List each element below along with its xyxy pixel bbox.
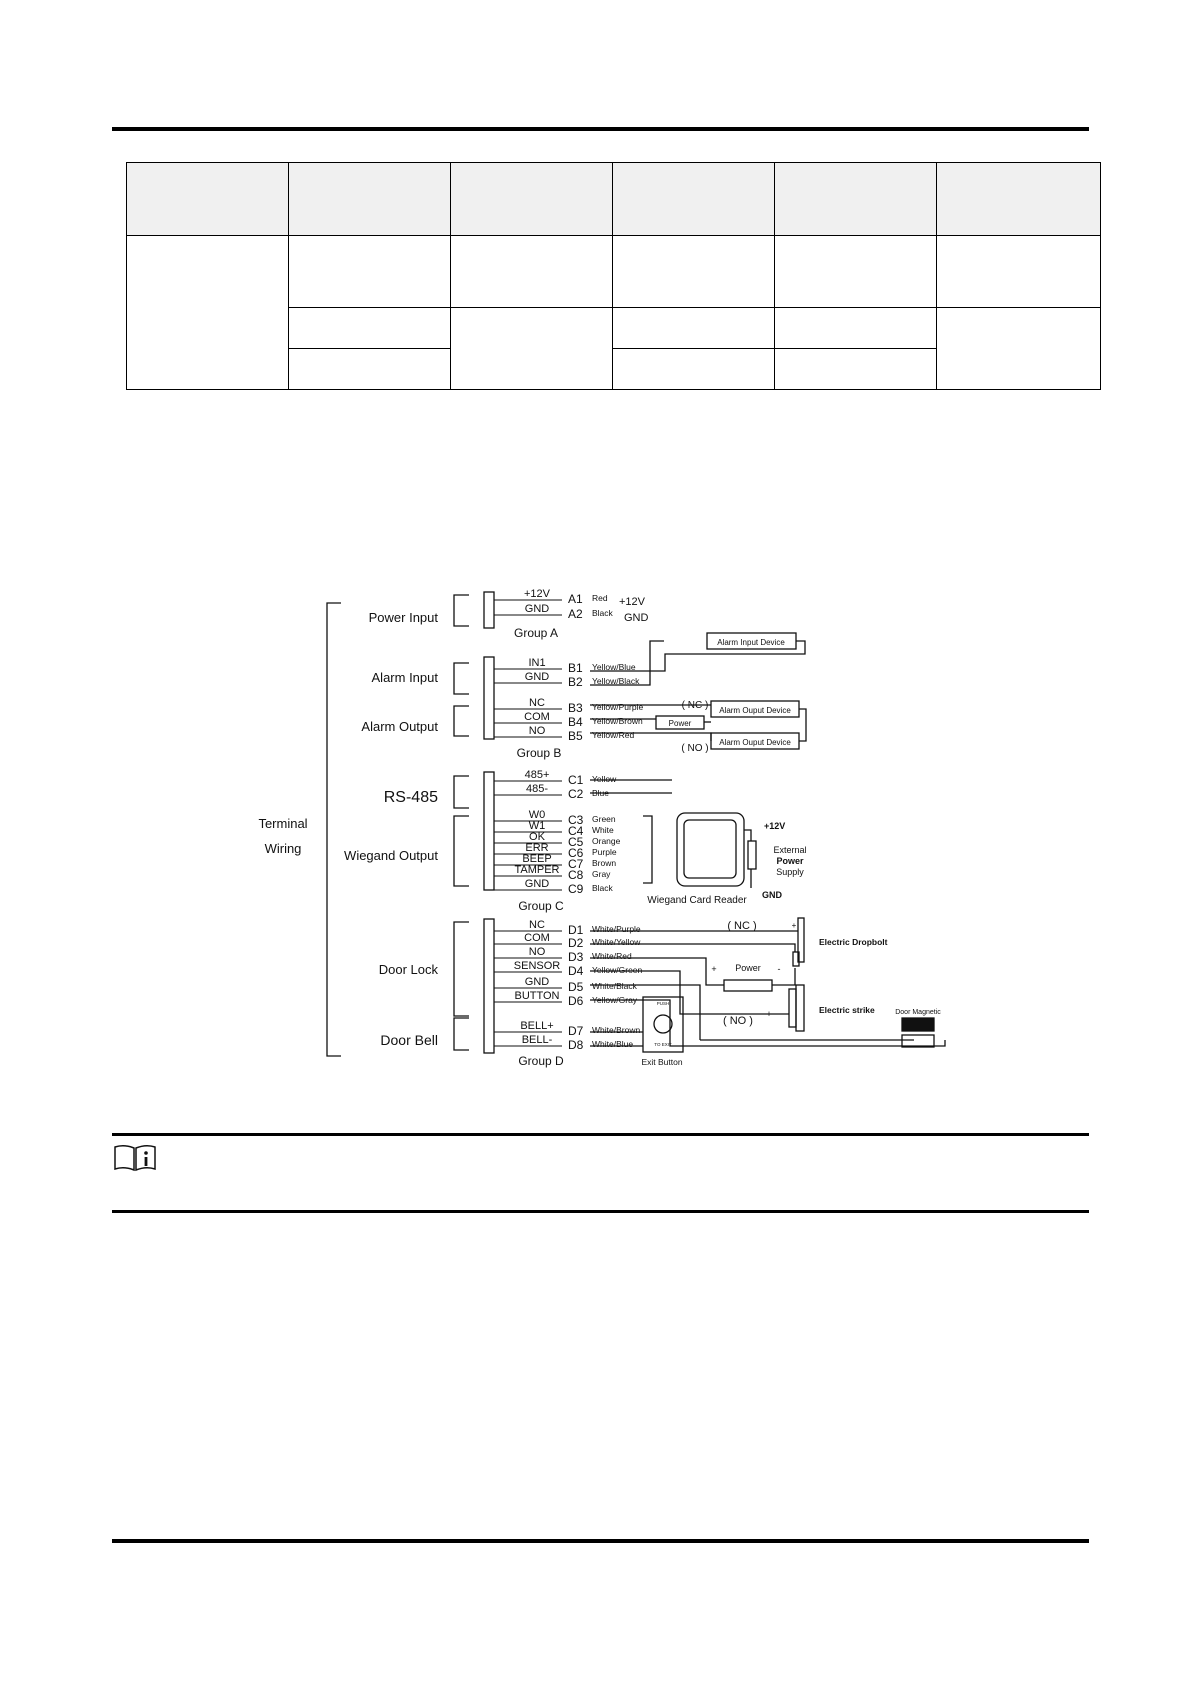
terminal-name-c6: ERR xyxy=(525,842,549,854)
electric-strike-plate xyxy=(789,989,796,1027)
terminal-name-c5: OK xyxy=(529,831,545,843)
wire-color-c2: Blue xyxy=(592,788,610,798)
wire-color-c7: Brown xyxy=(592,858,617,868)
alarm-input-device-label: Alarm Input Device xyxy=(717,638,785,647)
terminal-pin-d3: D3 xyxy=(568,950,584,964)
terminal-pin-c2: C2 xyxy=(568,787,584,801)
alarm-output-device-label-no: Alarm Ouput Device xyxy=(719,738,791,747)
external-power-label-2: Power xyxy=(776,856,804,866)
external-12v-label: +12V xyxy=(764,821,786,831)
terminal-block-c xyxy=(484,772,494,890)
section-alarm-input: Alarm Input xyxy=(371,670,438,685)
door-magnetic-label: Door Magnetic xyxy=(895,1009,941,1016)
terminal-block-a xyxy=(484,592,494,628)
terminal-name-d1: NC xyxy=(529,919,545,931)
terminal-name-a2: GND xyxy=(524,603,550,615)
note-book-icon xyxy=(113,1144,157,1172)
power-label-12v: +12V xyxy=(619,596,645,608)
external-power-label-3: Supply xyxy=(776,867,804,877)
electric-dropbolt-label: Electric Dropbolt xyxy=(819,937,888,947)
terminal-wiring-bracket xyxy=(327,603,341,1056)
wire-color-b3: Yellow/Purple xyxy=(592,702,644,712)
terminal-pin-a1: A1 xyxy=(568,592,583,606)
terminal-name-c7: BEEP xyxy=(522,853,552,865)
wire-power-door xyxy=(772,968,795,985)
wire-color-b5: Yellow/Red xyxy=(592,730,635,740)
terminal-pin-d8: D8 xyxy=(568,1038,584,1052)
terminal-pin-d6: D6 xyxy=(568,994,584,1008)
plus-label-dropbolt: + xyxy=(791,921,797,930)
minus-label-power: - xyxy=(777,964,781,974)
wire-color-c4: White xyxy=(592,825,614,835)
exit-button-push-label: PUSH xyxy=(656,1001,670,1006)
bracket-door-lock xyxy=(454,922,469,1016)
wire-color-d8: White/Blue xyxy=(592,1039,634,1049)
external-power-supply xyxy=(748,841,756,869)
bracket-reader xyxy=(643,816,652,883)
terminal-name-c9: GND xyxy=(524,878,550,890)
footer-rule xyxy=(112,1539,1089,1543)
section-rs485: RS-485 xyxy=(383,789,438,806)
wire-color-c6: Purple xyxy=(592,847,617,857)
bracket-alarm-input xyxy=(454,663,469,694)
terminal-pin-c9: C9 xyxy=(568,882,584,896)
wire-color-a1: Red xyxy=(592,593,608,603)
bracket-power-input xyxy=(454,595,469,626)
side-label-wiring: Wiring xyxy=(264,841,302,856)
bracket-door-bell xyxy=(454,1018,469,1050)
terminal-pin-d1: D1 xyxy=(568,923,584,937)
terminal-name-d6: BUTTON xyxy=(514,990,560,1002)
terminal-name-d2: COM xyxy=(524,932,550,944)
terminal-pin-b5: B5 xyxy=(568,729,583,743)
terminal-name-c3: W0 xyxy=(528,809,546,821)
terminal-name-d8: BELL- xyxy=(521,1034,553,1046)
note-rule-bottom xyxy=(112,1210,1089,1213)
terminal-pin-c5: C5 xyxy=(568,835,584,849)
terminal-name-d7: BELL+ xyxy=(520,1020,554,1032)
terminal-pin-d4: D4 xyxy=(568,964,584,978)
terminal-pin-b2: B2 xyxy=(568,675,583,689)
terminal-name-b2: GND xyxy=(524,671,550,683)
bracket-wiegand xyxy=(454,816,469,886)
no-label-door: ( NO ) xyxy=(723,1015,753,1027)
terminal-pin-d5: D5 xyxy=(568,980,584,994)
wire-color-d4: Yellow/Green xyxy=(592,965,643,975)
terminal-pin-a2: A2 xyxy=(568,607,583,621)
wire-color-d3: White/Red xyxy=(592,951,632,961)
terminal-name-c2: 485- xyxy=(525,783,549,795)
terminal-pin-b1: B1 xyxy=(568,661,583,675)
power-label-alarm: Power xyxy=(668,719,692,728)
terminal-name-d4: SENSOR xyxy=(513,960,561,972)
terminal-name-d3: NO xyxy=(528,946,546,958)
external-gnd-label: GND xyxy=(762,890,782,900)
plus-label-power: + xyxy=(711,964,717,974)
wire-color-d6: Yellow/Gray xyxy=(592,995,638,1005)
group-b-label: Group B xyxy=(516,746,562,760)
wire-color-b4: Yellow/Brown xyxy=(592,716,643,726)
terminal-pin-c3: C3 xyxy=(568,813,584,827)
door-magnetic-bottom xyxy=(902,1035,934,1047)
section-alarm-output: Alarm Output xyxy=(361,719,438,734)
terminal-pin-c8: C8 xyxy=(568,868,584,882)
wire-color-c8: Gray xyxy=(592,869,611,879)
bracket-alarm-output xyxy=(454,706,469,736)
terminal-name-d5: GND xyxy=(524,976,550,988)
section-wiegand-output: Wiegand Output xyxy=(344,848,438,863)
wire-color-d1: White/Purple xyxy=(592,924,641,934)
terminal-block-d xyxy=(484,919,494,1053)
section-power-input: Power Input xyxy=(368,610,438,625)
terminal-pin-c7: C7 xyxy=(568,857,584,871)
wire-color-d7: White/Brown xyxy=(592,1025,641,1035)
terminal-pin-c1: C1 xyxy=(568,773,584,787)
alarm-output-device-label-nc: Alarm Ouput Device xyxy=(719,706,791,715)
wiegand-reader-face xyxy=(684,820,736,878)
electric-strike-label: Electric strike xyxy=(819,1005,875,1015)
wire-reader-12v xyxy=(744,830,751,841)
wire-color-c1: Yellow xyxy=(592,774,617,784)
side-label-terminal: Terminal xyxy=(258,816,308,831)
terminal-name-b1: IN1 xyxy=(528,657,546,669)
wire-color-c5: Orange xyxy=(592,836,621,846)
exit-button-toexit-label: TO EXIT xyxy=(654,1042,672,1047)
terminal-name-a1: +12V xyxy=(524,588,550,600)
no-label-alarm: ( NO ) xyxy=(681,743,709,754)
electric-strike-frame xyxy=(796,985,804,1031)
terminal-pin-b4: B4 xyxy=(568,715,583,729)
terminal-name-b4: COM xyxy=(524,711,550,723)
wire-color-b1: Yellow/Blue xyxy=(592,662,636,672)
wire-color-c3: Green xyxy=(592,814,616,824)
group-a-label: Group A xyxy=(513,626,559,640)
wire-output-return xyxy=(799,709,806,741)
external-power-label-1: External xyxy=(773,845,807,855)
terminal-pin-b3: B3 xyxy=(568,701,583,715)
group-d-label: Group D xyxy=(518,1054,564,1068)
exit-button-label: Exit Button xyxy=(641,1057,683,1067)
terminal-pin-c4: C4 xyxy=(568,824,584,838)
wire-color-c9: Black xyxy=(592,883,613,893)
terminal-pin-c6: C6 xyxy=(568,846,584,860)
wire-d4 xyxy=(590,971,789,1014)
door-magnetic-top xyxy=(902,1018,934,1031)
terminal-name-c4: W1 xyxy=(528,820,546,832)
terminal-pin-d7: D7 xyxy=(568,1024,584,1038)
power-box-door xyxy=(724,980,772,991)
terminal-block-b xyxy=(484,657,494,739)
wire-color-d2: White/Yellow xyxy=(592,937,641,947)
terminal-pin-d2: D2 xyxy=(568,936,584,950)
power-label-door: Power xyxy=(735,963,761,973)
nc-label-alarm: ( NC ) xyxy=(681,700,709,711)
terminal-name-c8: TAMPER xyxy=(514,864,560,876)
bracket-rs485 xyxy=(454,776,469,808)
wire-color-a2: Black xyxy=(592,608,613,618)
plus-label-strike: + xyxy=(766,1009,772,1019)
exit-button-circle xyxy=(654,1015,672,1033)
wire-color-d5: White/Black xyxy=(592,981,637,991)
group-c-label: Group C xyxy=(518,899,564,913)
terminal-name-c1: 485+ xyxy=(524,769,550,781)
terminal-name-b5: NO xyxy=(528,725,546,737)
section-door-lock: Door Lock xyxy=(378,962,438,977)
power-label-gnd: GND xyxy=(624,612,649,624)
terminal-name-b3: NC xyxy=(529,697,545,709)
wire-color-b2: Yellow/Black xyxy=(592,676,640,686)
section-door-bell: Door Bell xyxy=(380,1032,438,1048)
wiegand-reader-body xyxy=(677,813,744,886)
note-rule-top xyxy=(112,1133,1089,1136)
nc-label-door: ( NC ) xyxy=(727,920,757,932)
wiegand-reader-label: Wiegand Card Reader xyxy=(647,895,747,906)
